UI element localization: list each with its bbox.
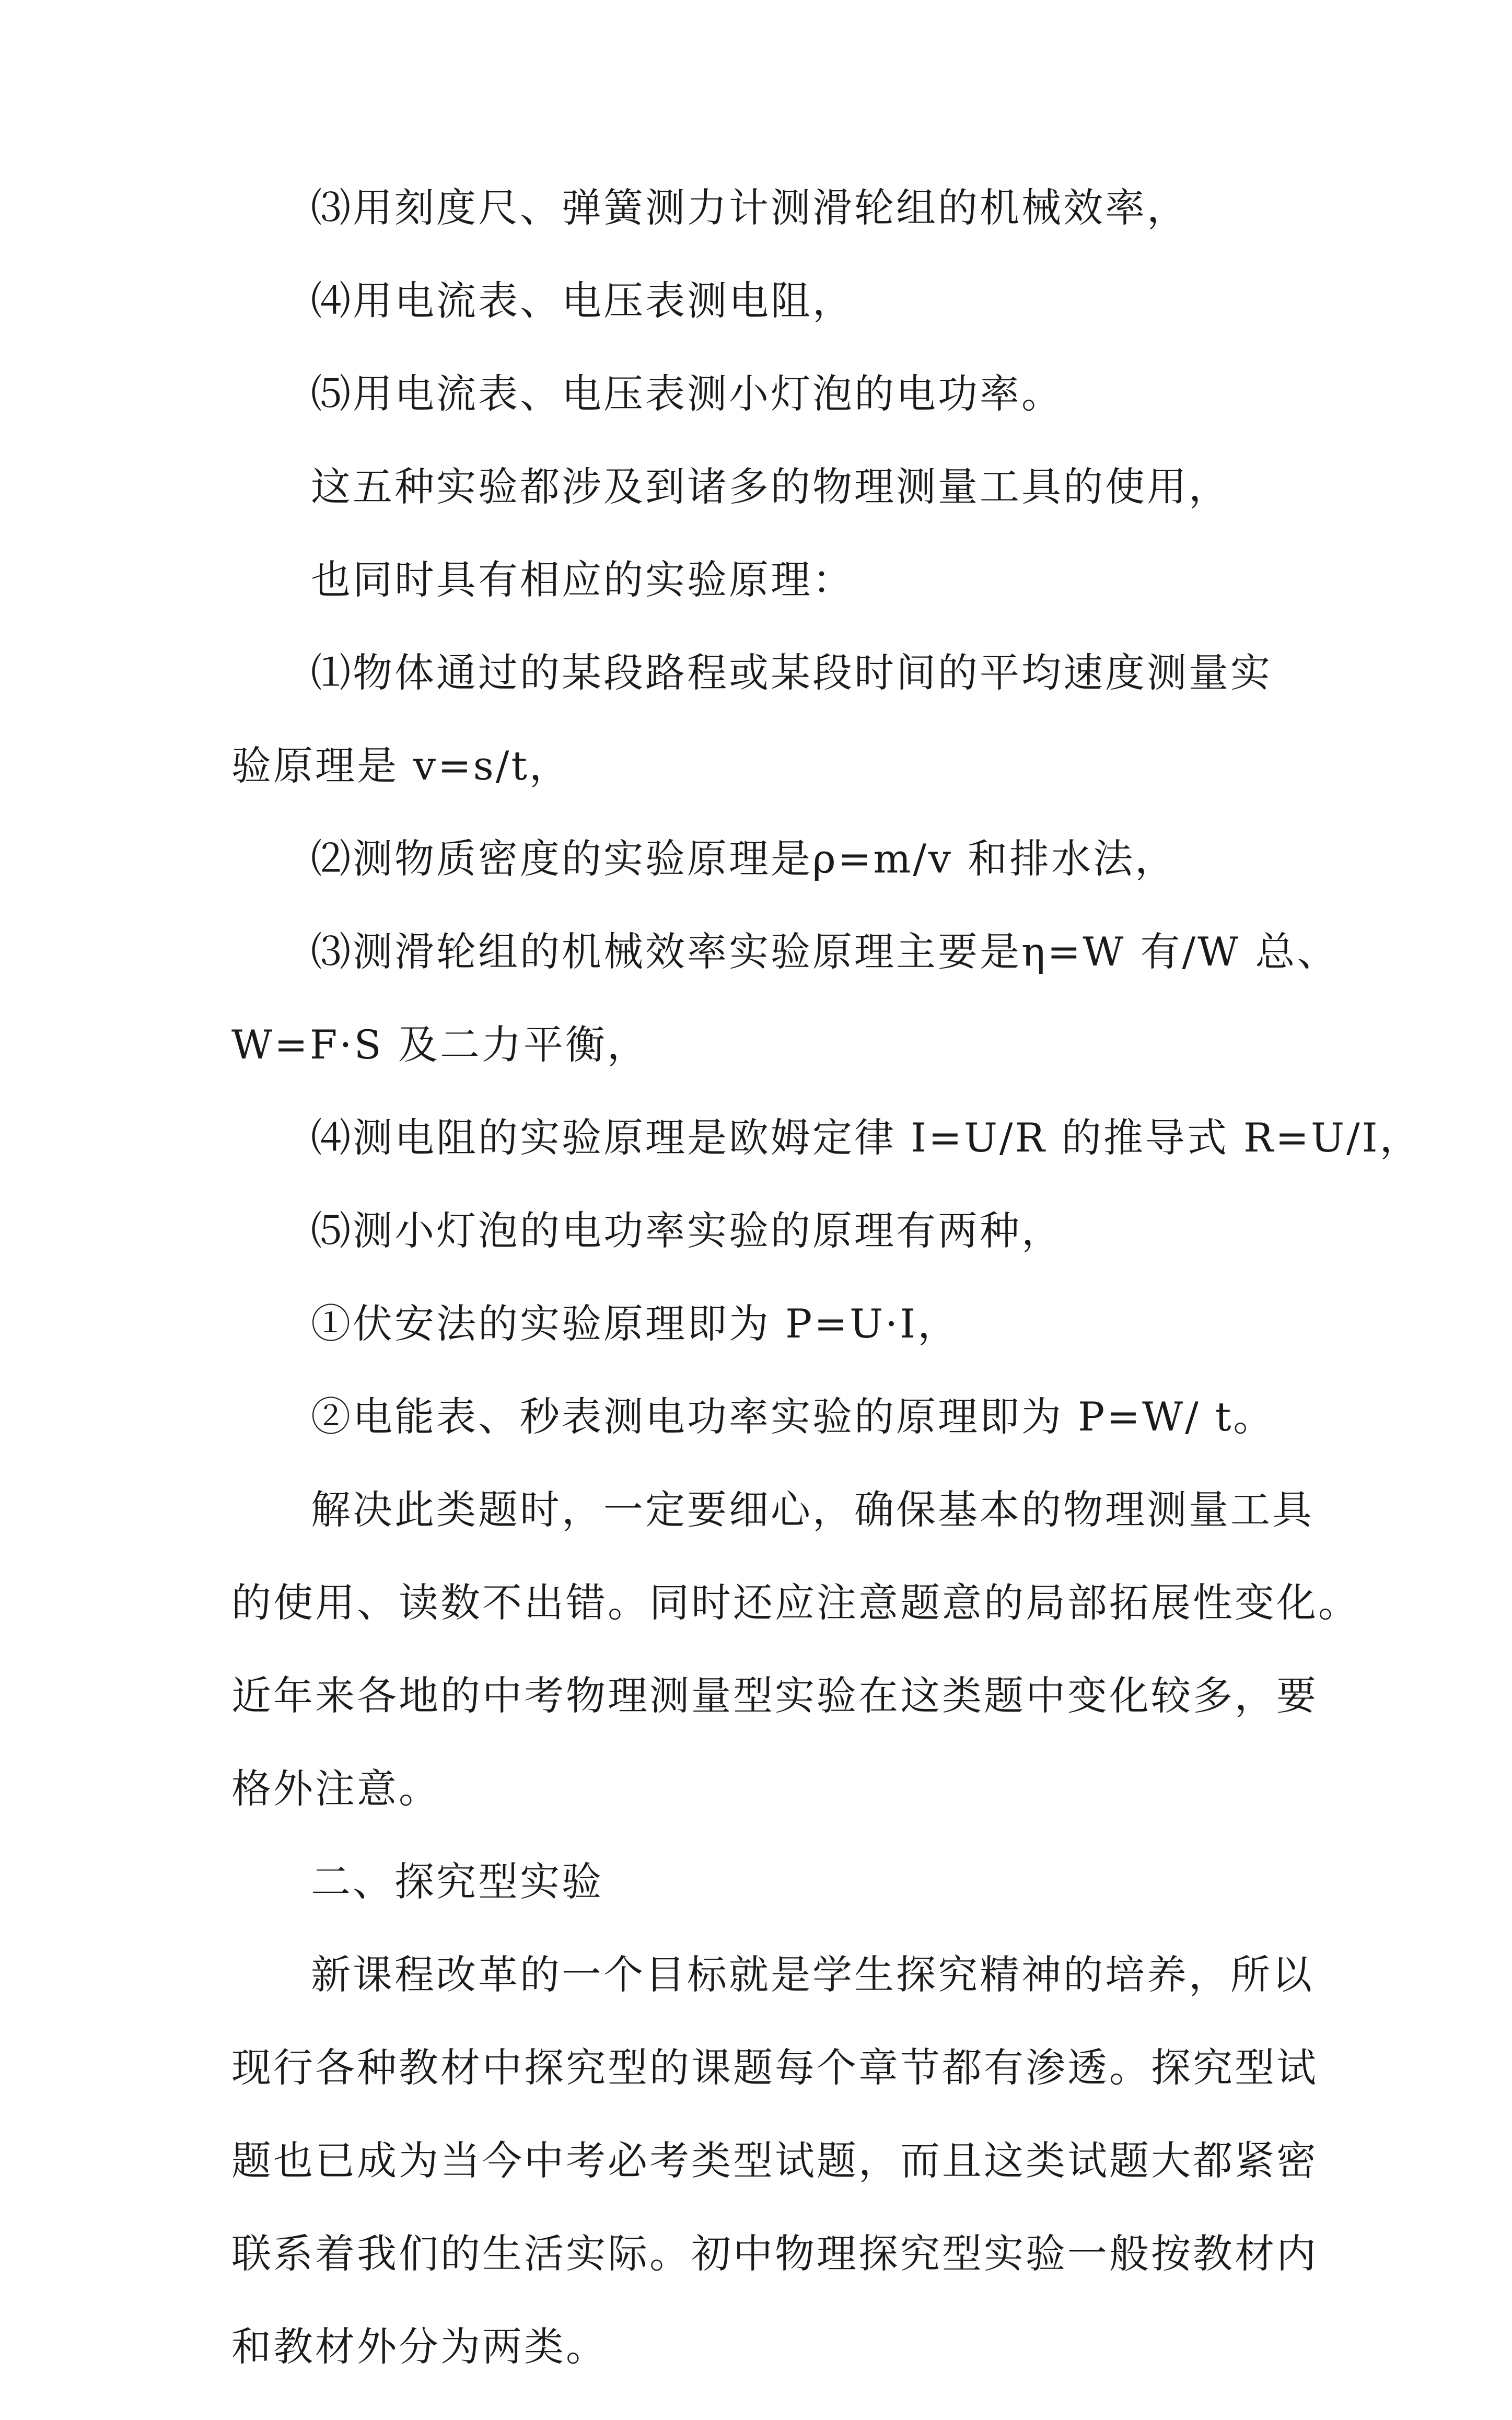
paragraph-line: 现行各种教材中探究型的课题每个章节都有渗透。探究型试 (231, 2044, 1318, 2091)
paragraph-line: 联系着我们的生活实际。初中物理探究型实验一般按教材内 (231, 2230, 1318, 2277)
paragraph-line: ⑸用电流表、电压表测小灯泡的电功率。 (311, 370, 1063, 417)
paragraph-line: ⑸测小灯泡的电功率实验的原理有两种， (311, 1207, 1063, 1254)
paragraph-line: ②电能表、秒表测电功率实验的原理即为 P=W/ t。 (311, 1393, 1275, 1440)
paragraph-line: 的使用、读数不出错。同时还应注意题意的局部拓展性变化。 (231, 1579, 1360, 1626)
paragraph-line: 近年来各地的中考物理测量型实验在这类题中变化较多，要 (231, 1672, 1318, 1719)
paragraph-line: ⑴物体通过的某段路程或某段时间的平均速度测量实 (311, 649, 1272, 696)
paragraph-line: 格外注意。 (231, 1765, 440, 1812)
paragraph-line: ⑶用刻度尺、弹簧测力计测滑轮组的机械效率， (311, 184, 1189, 231)
paragraph-line: 新课程改革的一个目标就是学生探究精神的培养，所以 (311, 1951, 1314, 1998)
paragraph-line: ⑷用电流表、电压表测电阻， (311, 277, 854, 324)
paragraph-line: ⑶测滑轮组的机械效率实验原理主要是η=W 有/W 总、 (311, 928, 1339, 975)
paragraph-line: ⑷测电阻的实验原理是欧姆定律 I=U/R 的推导式 R=U/I， (311, 1114, 1422, 1161)
paragraph-line: ⑵测物质密度的实验原理是ρ=m/v 和排水法， (311, 835, 1177, 882)
paragraph-line: ①伏安法的实验原理即为 P=U·I， (311, 1300, 960, 1347)
paragraph-line: 这五种实验都涉及到诸多的物理测量工具的使用， (311, 463, 1230, 510)
section-heading: 二、探究型实验 (311, 1858, 603, 1905)
body-text (231, 184, 1422, 2420)
paragraph-line: W=F·S 及二力平衡， (231, 1021, 649, 1068)
paragraph-line: 解决此类题时，一定要细心，确保基本的物理测量工具 (311, 1486, 1314, 1533)
paragraph-line: 验原理是 v=s/t， (231, 742, 571, 789)
paragraph-line: 和教材外分为两类。 (231, 2323, 608, 2370)
paragraph-line: 题也已成为当今中考必考类型试题，而且这类试题大都紧密 (231, 2137, 1318, 2184)
paragraph-line: 也同时具有相应的实验原理： (311, 556, 854, 603)
